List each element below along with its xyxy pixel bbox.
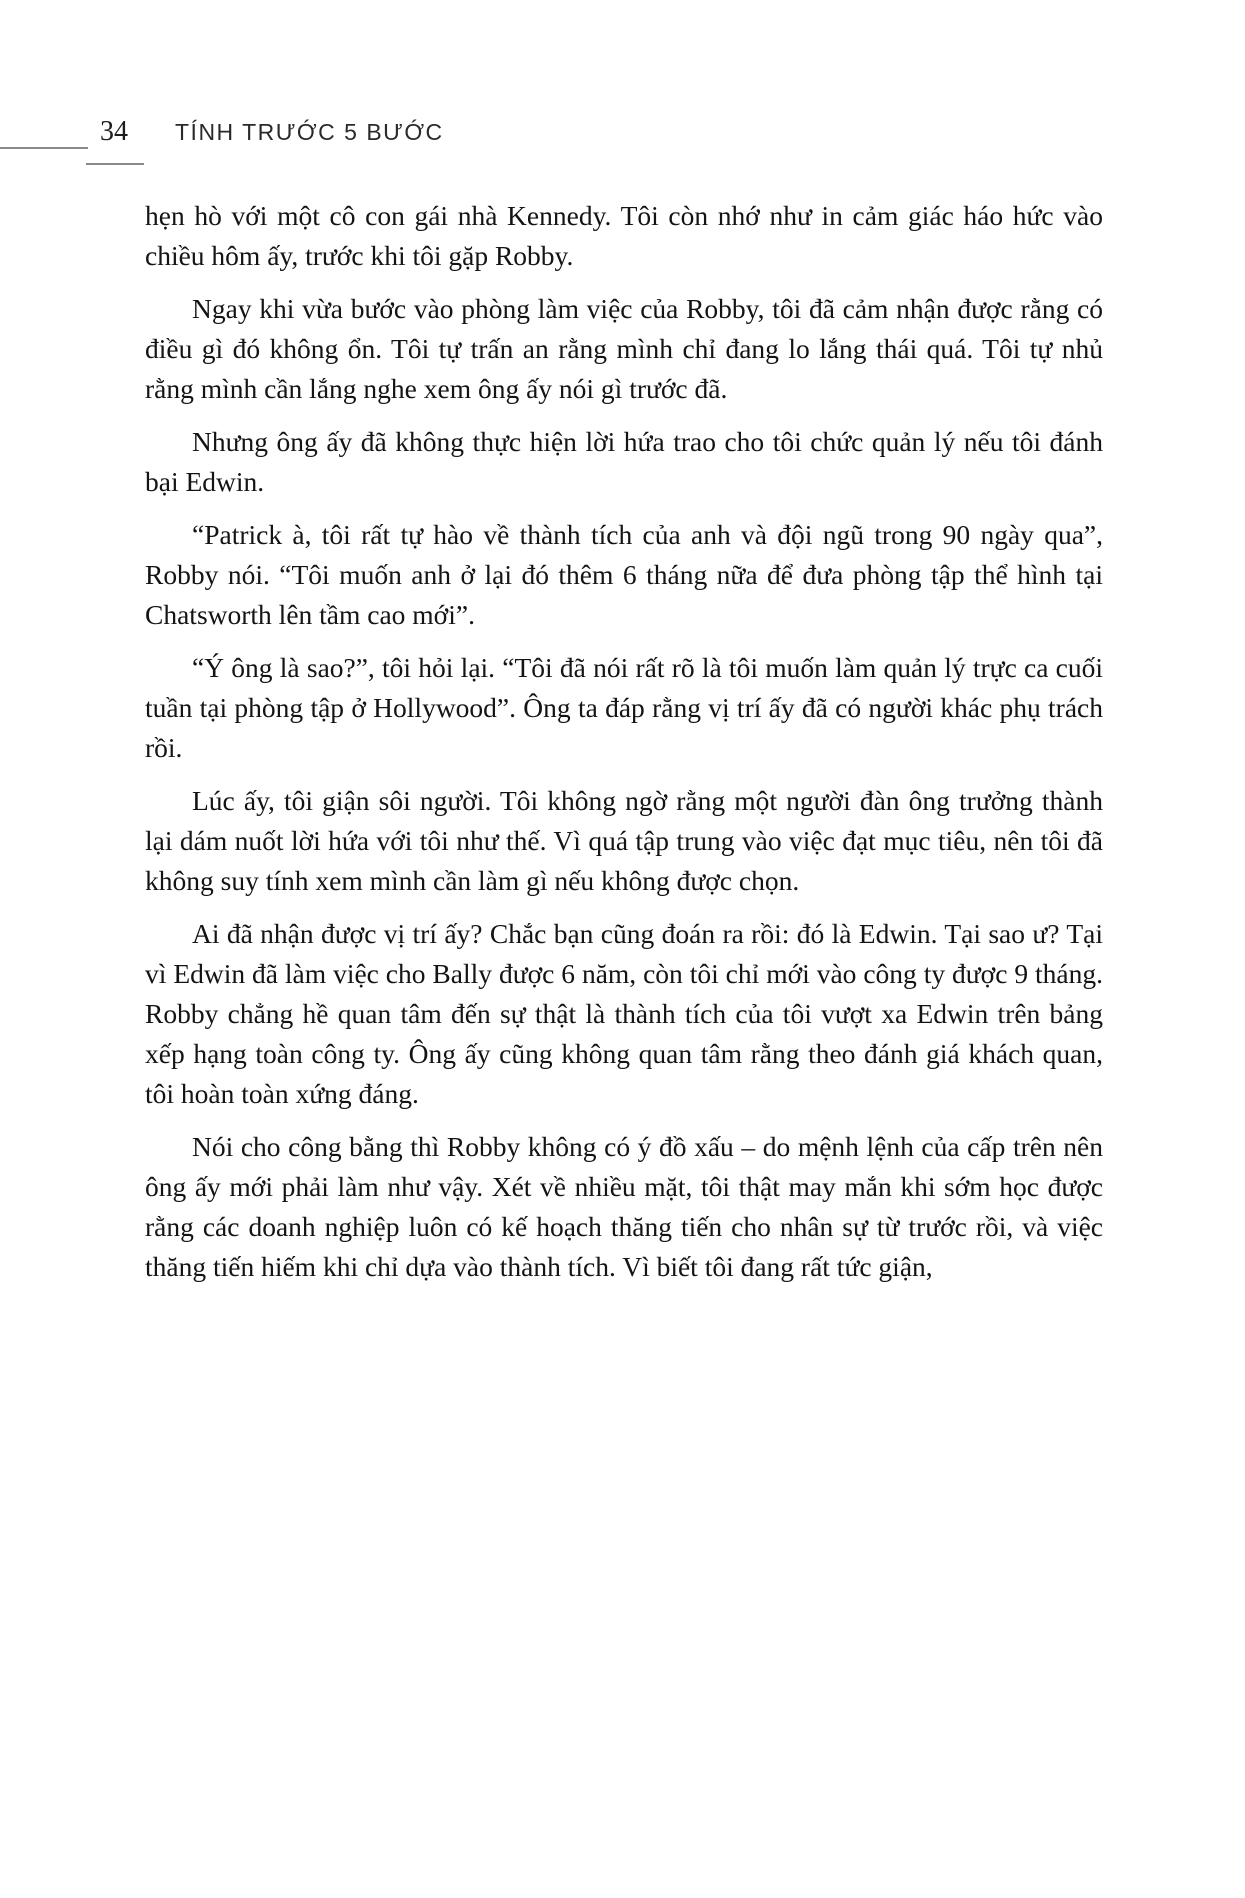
paragraph: “Ý ông là sao?”, tôi hỏi lại. “Tôi đã nói rất rõ là tôi muốn làm quản lý trực ca cuối tuần tại phòng tập ở Hollywood”. Ông ta đáp rằng vị trí ấy đã có người khác phụ trách rồi.: [145, 652, 1103, 763]
running-header-title: TÍNH TRƯỚC 5 BƯỚC: [175, 119, 444, 145]
paragraph: Lúc ấy, tôi giận sôi người. Tôi không ngờ rằng một người đàn ông trưởng thành lại dám nuốt lời hứa với tôi như thế. Vì quá tập trung vào việc đạt mục tiêu, nên tôi đã không suy tính xem mình cần làm gì nếu không được chọn.: [145, 785, 1103, 896]
paragraph: Nói cho công bằng thì Robby không có ý đồ xấu – do mệnh lệnh của cấp trên nên ông ấy mới phải làm như vậy. Xét về nhiều mặt, tôi thật may mắn khi sớm học được rằng các doanh nghiệp luôn có kế hoạch thăng tiến cho nhân sự từ trước rồi, và việc thăng tiến hiếm khi chỉ dựa vào thành tích. Vì biết tôi đang rất tức giận,: [145, 1131, 1103, 1282]
header-rule-under-page-number: [86, 163, 144, 165]
header-rule-left: [0, 147, 88, 149]
paragraph: “Patrick à, tôi rất tự hào về thành tích của anh và đội ngũ trong 90 ngày qua”, Robby nói. “Tôi muốn anh ở lại đó thêm 6 tháng nữa để đưa phòng tập thể hình tại Chatsworth lên tầm cao mới”.: [145, 519, 1103, 630]
paragraph: Ngay khi vừa bước vào phòng làm việc của Robby, tôi đã cảm nhận được rằng có điều gì đó không ổn. Tôi tự trấn an rằng mình chỉ đang lo lắng thái quá. Tôi tự nhủ rằng mình cần lắng nghe xem ông ấy nói gì trước đã.: [145, 293, 1103, 404]
paragraph: hẹn hò với một cô con gái nhà Kennedy. Tôi còn nhớ như in cảm giác háo hức vào chiều hôm ấy, trước khi tôi gặp Robby.: [145, 200, 1103, 271]
page-number: 34: [100, 116, 128, 147]
paragraph: Nhưng ông ấy đã không thực hiện lời hứa trao cho tôi chức quản lý nếu tôi đánh bại Edwin.: [145, 426, 1103, 497]
body-text: [145, 196, 1103, 1300]
paragraph: Ai đã nhận được vị trí ấy? Chắc bạn cũng đoán ra rồi: đó là Edwin. Tại sao ư? Tại vì Edwin đã làm việc cho Bally được 6 năm, còn tôi chỉ mới vào công ty được 9 tháng. Robby chẳng hề quan tâm đến sự thật là thành tích của tôi vượt xa Edwin trên bảng xếp hạng toàn công ty. Ông ấy cũng không quan tâm rằng theo đánh giá khách quan, tôi hoàn toàn xứng đáng.: [145, 918, 1103, 1109]
